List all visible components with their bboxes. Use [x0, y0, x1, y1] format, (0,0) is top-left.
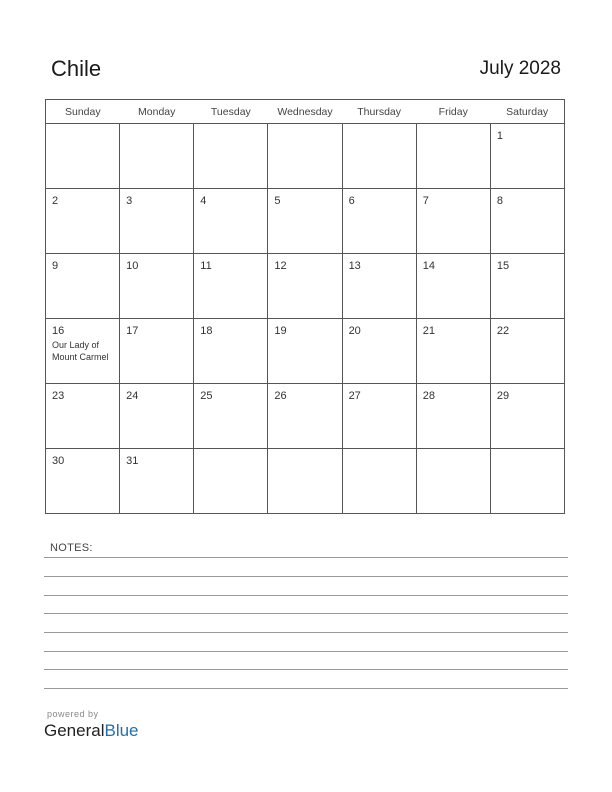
day-cell[interactable] — [46, 449, 120, 514]
notes-label: NOTES: — [50, 542, 93, 554]
day-cell[interactable] — [490, 384, 564, 449]
week-row — [46, 124, 565, 189]
week-row — [46, 254, 565, 319]
day-cell[interactable] — [342, 384, 416, 449]
day-cell[interactable] — [416, 189, 490, 254]
day-number: 16 — [52, 325, 65, 337]
day-number: 20 — [348, 325, 361, 337]
weekday-header-row — [46, 100, 565, 124]
empty-day-cell — [342, 449, 416, 514]
day-cell[interactable] — [268, 384, 342, 449]
notes-line — [44, 613, 568, 614]
day-number: 26 — [274, 390, 287, 402]
holiday-label: Our Lady of Mount Carmel — [52, 340, 109, 362]
brand-general: General — [44, 721, 105, 740]
day-number: 31 — [126, 455, 139, 467]
day-number: 5 — [274, 195, 281, 207]
day-cell[interactable] — [490, 124, 564, 189]
weekday-friday: Friday — [416, 100, 490, 124]
notes-line — [44, 669, 568, 670]
day-number: 10 — [126, 260, 139, 272]
day-number: 18 — [200, 325, 213, 337]
day-cell[interactable] — [490, 254, 564, 319]
day-number: 8 — [496, 195, 503, 207]
generalblue-logo[interactable] — [44, 721, 139, 741]
weekday-sunday: Sunday — [46, 100, 120, 124]
empty-day-cell — [416, 124, 490, 189]
empty-day-cell — [268, 124, 342, 189]
day-number: 11 — [200, 260, 212, 272]
day-cell[interactable] — [120, 319, 194, 384]
day-number: 1 — [496, 130, 503, 142]
weekday-thursday: Thursday — [342, 100, 416, 124]
day-cell[interactable] — [268, 254, 342, 319]
day-cell[interactable] — [490, 189, 564, 254]
day-cell[interactable] — [120, 189, 194, 254]
day-number: 12 — [274, 260, 287, 272]
notes-line — [44, 557, 568, 558]
day-number: 22 — [496, 325, 510, 337]
day-number: 30 — [52, 455, 65, 467]
day-cell[interactable] — [268, 189, 342, 254]
weekday-tuesday: Tuesday — [194, 100, 268, 124]
day-cell[interactable] — [342, 319, 416, 384]
day-cell[interactable] — [268, 319, 342, 384]
notes-line — [44, 576, 568, 577]
month-year-title: July 2028 — [479, 58, 561, 79]
calendar-grid — [45, 99, 565, 514]
notes-line — [44, 651, 568, 652]
week-row — [46, 384, 565, 449]
day-number: 23 — [52, 390, 65, 402]
empty-day-cell — [46, 124, 120, 189]
weekday-wednesday: Wednesday — [268, 100, 342, 124]
country-title: Chile — [51, 56, 102, 81]
week-row — [46, 319, 565, 384]
brand-blue: Blue — [104, 721, 139, 740]
day-number: 28 — [422, 390, 435, 402]
day-number: 17 — [126, 325, 139, 337]
notes-line — [44, 595, 568, 596]
day-cell[interactable] — [194, 384, 268, 449]
day-cell[interactable] — [416, 319, 490, 384]
empty-day-cell — [268, 449, 342, 514]
week-row — [46, 189, 565, 254]
day-number: 7 — [422, 195, 429, 207]
weekday-monday: Monday — [120, 100, 194, 124]
day-number: 6 — [348, 195, 355, 207]
day-number: 15 — [496, 260, 510, 272]
notes-line — [44, 632, 568, 633]
day-cell[interactable] — [120, 449, 194, 514]
day-number: 27 — [348, 390, 361, 402]
day-cell[interactable] — [46, 254, 120, 319]
day-cell[interactable] — [194, 189, 268, 254]
week-row — [46, 449, 565, 514]
day-number: 14 — [422, 260, 435, 272]
empty-day-cell — [194, 124, 268, 189]
day-cell[interactable] — [194, 254, 268, 319]
day-number: 25 — [200, 390, 213, 402]
empty-day-cell — [416, 449, 490, 514]
day-number: 21 — [422, 325, 435, 337]
empty-day-cell — [342, 124, 416, 189]
notes-line — [44, 688, 568, 689]
day-number: 9 — [52, 260, 59, 272]
day-cell[interactable] — [46, 319, 120, 384]
day-cell[interactable] — [120, 254, 194, 319]
day-cell[interactable] — [46, 189, 120, 254]
empty-day-cell — [194, 449, 268, 514]
day-cell[interactable] — [342, 189, 416, 254]
day-number: 19 — [274, 325, 287, 337]
day-cell[interactable] — [342, 254, 416, 319]
day-cell[interactable] — [194, 319, 268, 384]
day-cell[interactable] — [46, 384, 120, 449]
day-number: 29 — [496, 390, 510, 402]
day-cell[interactable] — [120, 384, 194, 449]
day-number: 13 — [348, 260, 361, 272]
day-number: 2 — [52, 195, 59, 207]
powered-by-text: powered by — [47, 709, 99, 719]
day-number: 24 — [126, 390, 139, 402]
weekday-saturday: Saturday — [490, 100, 564, 124]
day-cell[interactable] — [416, 384, 490, 449]
day-cell[interactable] — [416, 254, 490, 319]
empty-day-cell — [120, 124, 194, 189]
empty-day-cell — [490, 449, 564, 514]
day-number: 4 — [200, 195, 207, 207]
day-number: 3 — [126, 195, 133, 207]
day-cell[interactable] — [490, 319, 564, 384]
